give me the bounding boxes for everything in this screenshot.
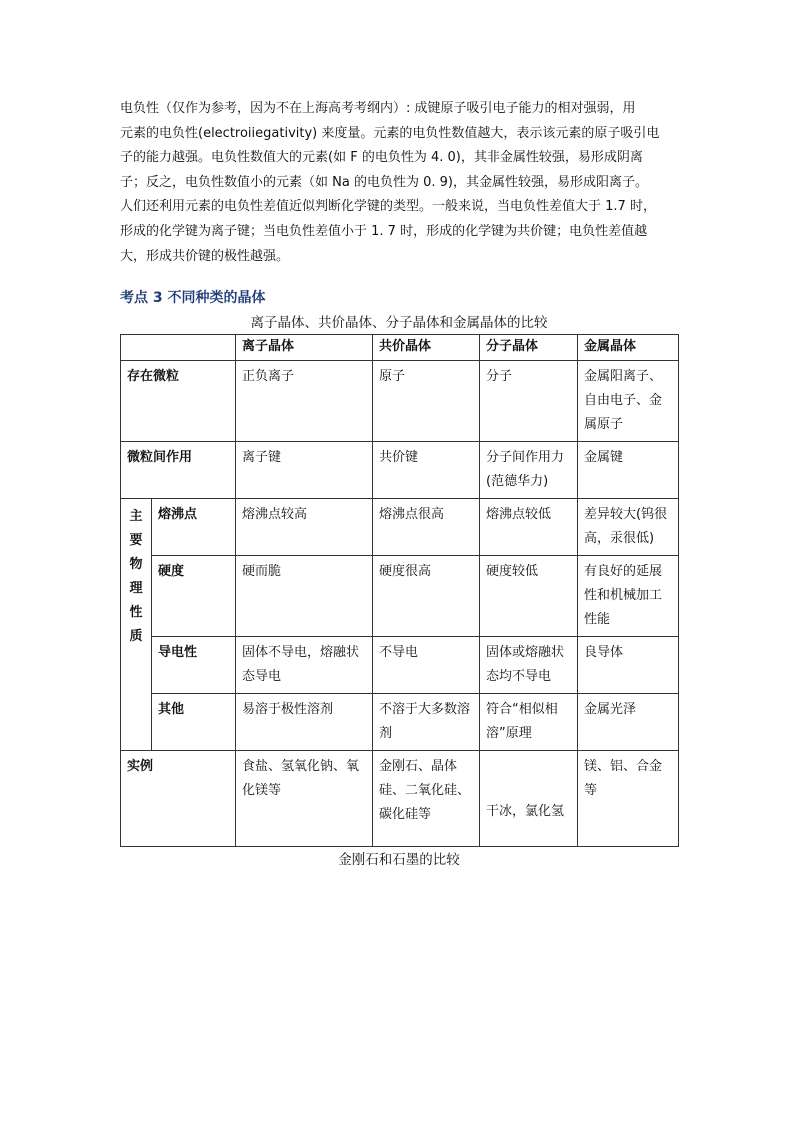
table-row xyxy=(121,556,679,637)
table-cell: 符合“相似相溶”原理 xyxy=(480,694,578,751)
paragraph-line: 人们还利用元素的电负性差值近似判断化学键的类型。一般来说，当电负性差值大于 1.7 时， xyxy=(120,199,656,215)
header-cell-empty xyxy=(121,335,236,361)
group-label-char: 物 xyxy=(129,557,143,572)
table-cell: 熔沸点很高 xyxy=(373,499,480,556)
paragraph-line: 元素的电负性(electroiiegativity) 来度量。元素的电负性数值越大，表示该元素的原子吸引电 xyxy=(120,125,660,141)
table-cell: 食盐、氢氧化钠、氧化镁等 xyxy=(236,751,373,847)
row-label: 微粒间作用 xyxy=(121,442,236,499)
table-caption: 离子晶体、共价晶体、分子晶体和金属晶体的比较 xyxy=(250,315,548,331)
table-cell: 硬度很高 xyxy=(373,556,480,637)
table-row xyxy=(121,637,679,694)
row-label: 实例 xyxy=(121,751,236,847)
table-cell: 硬度较低 xyxy=(480,556,578,637)
section-heading: 考点 3 不同种类的晶体 xyxy=(120,290,266,306)
table-cell: 分子 xyxy=(480,361,578,442)
electronegativity-paragraph xyxy=(120,97,680,269)
table-cell xyxy=(480,751,578,847)
table-cell: 固体不导电，熔融状态导电 xyxy=(236,637,373,694)
paragraph-line: 大，形成共价键的极性越强。 xyxy=(120,248,290,264)
table-cell: 金刚石、晶体硅、二氧化硅、碳化硅等 xyxy=(373,751,480,847)
table-cell: 差异较大(钨很高，汞很低) xyxy=(578,499,679,556)
row-label: 熔沸点 xyxy=(152,499,236,556)
table-row xyxy=(121,499,679,556)
table-cell-text: 干冰，氯化氢 xyxy=(486,804,565,819)
table-cell: 硬而脆 xyxy=(236,556,373,637)
table-cell: 离子键 xyxy=(236,442,373,499)
group-label-char: 主 xyxy=(129,509,143,524)
crystal-comparison-table xyxy=(120,334,679,847)
table-row xyxy=(121,442,679,499)
table-cell: 原子 xyxy=(373,361,480,442)
table-header-row xyxy=(121,335,679,361)
row-label: 导电性 xyxy=(152,637,236,694)
table-cell: 熔沸点较高 xyxy=(236,499,373,556)
table-cell: 不导电 xyxy=(373,637,480,694)
table-cell: 金属阳离子、自由电子、金属原子 xyxy=(578,361,679,442)
table-cell: 不溶于大多数溶剂 xyxy=(373,694,480,751)
table-cell: 熔沸点较低 xyxy=(480,499,578,556)
header-cell: 离子晶体 xyxy=(236,335,373,361)
table-row xyxy=(121,694,679,751)
table-cell: 金属光泽 xyxy=(578,694,679,751)
group-label-char: 要 xyxy=(129,533,143,548)
group-label-char: 理 xyxy=(129,581,143,596)
table-cell: 金属键 xyxy=(578,442,679,499)
group-label-cell xyxy=(121,499,152,751)
table-row xyxy=(121,751,679,847)
table-cell: 固体或熔融状态均不导电 xyxy=(480,637,578,694)
table-cell: 共价键 xyxy=(373,442,480,499)
table-row xyxy=(121,361,679,442)
table-cell: 镁、铝、合金等 xyxy=(578,751,679,847)
header-cell: 共价晶体 xyxy=(373,335,480,361)
paragraph-line: 电负性（仅作为参考，因为不在上海高考考纲内）: 成键原子吸引电子能力的相对强弱，用 xyxy=(120,101,636,116)
paragraph-line: 形成的化学键为离子键；当电负性差值小于 1. 7 时，形成的化学键为共价键；电负性差值越 xyxy=(120,223,648,239)
table-cell: 良导体 xyxy=(578,637,679,694)
header-cell: 金属晶体 xyxy=(578,335,679,361)
group-label-char: 质 xyxy=(129,629,143,644)
row-label: 硬度 xyxy=(152,556,236,637)
group-label-char: 性 xyxy=(129,605,143,620)
table-cell: 正负离子 xyxy=(236,361,373,442)
paragraph-line: 子；反之，电负性数值小的元素（如 Na 的电负性为 0. 9)，其金属性较强，易形成阳离子。 xyxy=(120,174,648,190)
row-label: 存在微粒 xyxy=(121,361,236,442)
header-cell: 分子晶体 xyxy=(480,335,578,361)
table-cell: 易溶于极性溶剂 xyxy=(236,694,373,751)
diamond-graphite-caption: 金刚石和石墨的比较 xyxy=(338,852,460,868)
table-cell: 分子间作用力(范德华力) xyxy=(480,442,578,499)
row-label: 其他 xyxy=(152,694,236,751)
paragraph-line: 子的能力越强。电负性数值大的元素(如 F 的电负性为 4. 0)，其非金属性较强，易形成阴离 xyxy=(120,150,643,166)
table-cell: 有良好的延展性和机械加工性能 xyxy=(578,556,679,637)
